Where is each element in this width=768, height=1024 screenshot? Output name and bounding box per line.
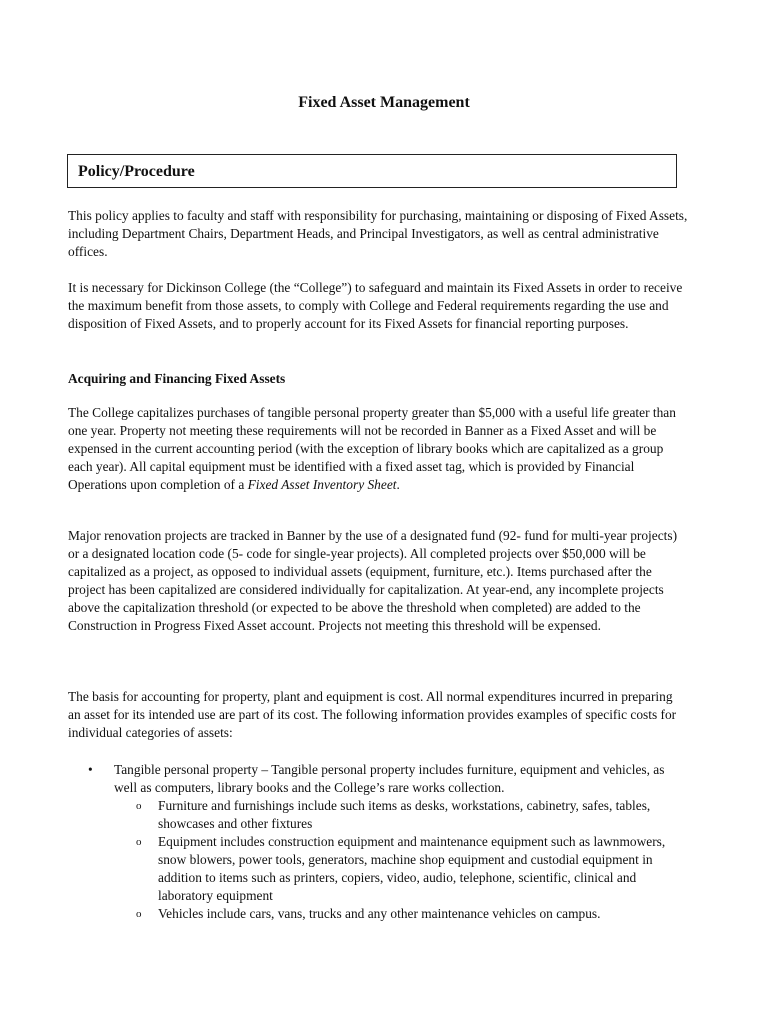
paragraph-cost-basis-text: The basis for accounting for property, plant and equipment is cost. All normal expenditures incurred in preparing an asset for its intended use are part of its cost. The following information provides examples of specific costs for individual categories of assets: <box>68 689 677 740</box>
capitalization-text-start: The College capitalizes purchases of tangible personal property greater than $5,000 with a useful life greater than one year. Property not meeting these requirements will not be recorded in Banner as a Fixed Asset and will be expensed in the current accounting period (with the exception of library books which are capitalized as a group each year). All capital equipment must be identified with a fixed asset tag, which is provided by Financial Operations upon completion of a <box>68 405 676 492</box>
paragraph-capitalization-text <box>68 404 688 494</box>
sub-item-furniture <box>68 797 688 833</box>
asset-category-list <box>68 761 688 923</box>
paragraph-purpose <box>68 279 688 333</box>
sub-item-text: Furniture and furnishings include such items as desks, workstations, cabinetry, safes, tables, showcases and other fixtures <box>158 798 651 831</box>
policy-procedure-label: Policy/Procedure <box>78 163 195 180</box>
sub-item-text: Equipment includes construction equipment and maintenance equipment such as lawnmowers, snow blowers, power tools, generators, machine shop equipment and custodial equipment in addition to items such as printers, copiers, video, audio, telephone, scientific, clinical and laboratory equipment <box>158 834 666 903</box>
paragraph-purpose-text: It is necessary for Dickinson College (the “College”) to safeguard and maintain its Fixed Assets in order to receive the maximum benefit from those assets, to comply with College and Federal requirements regarding the use and disposition of Fixed Assets, and to properly account for its Fixed Assets for financial reporting purposes. <box>68 280 683 331</box>
inventory-sheet-link-text: Fixed Asset Inventory Sheet <box>247 477 397 492</box>
list-item-text: Tangible personal property – Tangible personal property includes furniture, equipment and vehicles, as well as computers, library books and the College’s rare works collection. <box>114 762 665 795</box>
document-title: Fixed Asset Management <box>298 94 470 111</box>
paragraph-cost-basis <box>68 688 688 742</box>
sub-item-vehicles <box>68 905 688 923</box>
paragraph-renovation-text: Major renovation projects are tracked in Banner by the use of a designated fund (92- fund for multi-year projects) or a designated location code (5- code for single-year projects). All completed projects over $50,000 will be capitalized as a project, as opposed to individual assets (equipment, furniture, etc.). Items purchased after the project has been capitalized are considered individually for capitalization. At year-end, any incomplete projects above the capitalization threshold (or expected to be above the threshold when completed) are added to the Construction in Progress Fixed Asset account. Projects not meeting this threshold will be expensed. <box>68 528 678 633</box>
list-item-tangible-property <box>68 761 688 797</box>
sub-item-equipment <box>68 833 688 905</box>
paragraph-renovation <box>68 527 688 635</box>
bullet-marker: • <box>88 762 93 777</box>
capitalization-text-end: . <box>396 477 400 492</box>
sub-item-text: Vehicles include cars, vans, trucks and any other maintenance vehicles on campus. <box>158 906 601 921</box>
sub-bullet-marker: o <box>136 836 142 848</box>
paragraph-capitalization <box>68 404 688 494</box>
paragraph-scope <box>68 207 688 261</box>
section-heading-acquiring: Acquiring and Financing Fixed Assets <box>68 371 286 386</box>
sub-bullet-marker: o <box>136 908 142 920</box>
paragraph-scope-text: This policy applies to faculty and staff with responsibility for purchasing, maintaining or disposing of Fixed Assets, including Department Chairs, Department Heads, and Principal Investigators, as well as central administrative offices. <box>68 208 688 259</box>
policy-procedure-box <box>67 154 677 188</box>
sub-bullet-marker: o <box>136 800 142 812</box>
